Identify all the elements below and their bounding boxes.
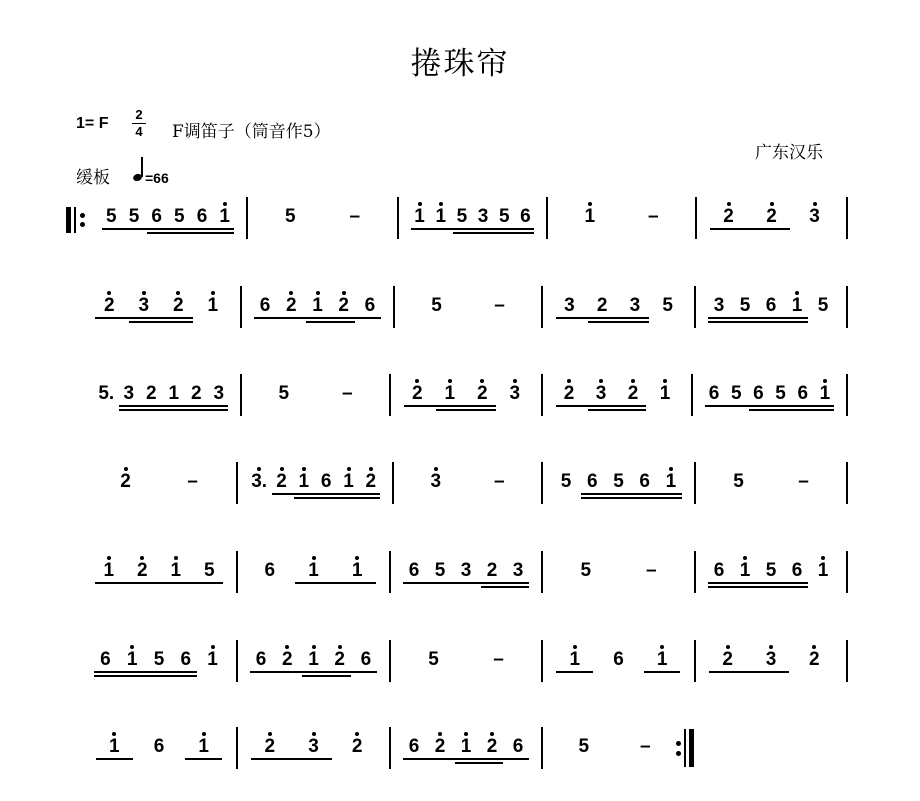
dash-note: – bbox=[341, 383, 353, 404]
note: 3 bbox=[512, 560, 524, 581]
note: 2 bbox=[563, 383, 575, 404]
high-octave-dot bbox=[268, 732, 272, 736]
note: 5 bbox=[203, 560, 215, 581]
repeat-end-thin-bar bbox=[684, 729, 686, 767]
note: 5 bbox=[733, 471, 744, 492]
note: 2 bbox=[190, 383, 202, 404]
high-octave-dot bbox=[211, 291, 215, 295]
high-octave-dot bbox=[369, 467, 373, 471]
eighth-underline bbox=[705, 405, 834, 407]
barline bbox=[392, 462, 394, 504]
eighth-underline bbox=[556, 317, 649, 319]
high-octave-dot bbox=[439, 202, 443, 206]
barline bbox=[846, 374, 848, 416]
note: 6 bbox=[360, 649, 372, 670]
note: 1 bbox=[219, 206, 230, 227]
sixteenth-underline bbox=[455, 762, 503, 764]
eighth-underline bbox=[581, 493, 682, 495]
barline bbox=[694, 462, 696, 504]
high-octave-dot bbox=[770, 202, 774, 206]
eighth-underline bbox=[556, 405, 647, 407]
eighth-underline bbox=[185, 758, 223, 760]
high-octave-dot bbox=[660, 645, 664, 649]
note: 1 bbox=[343, 471, 354, 492]
barline bbox=[694, 640, 696, 682]
note: 2 bbox=[411, 383, 423, 404]
note: 5 bbox=[278, 383, 290, 404]
high-octave-dot bbox=[280, 467, 284, 471]
barline bbox=[691, 374, 693, 416]
repeat-start-dot bbox=[80, 213, 85, 218]
note: 6 bbox=[259, 295, 271, 316]
high-octave-dot bbox=[631, 379, 635, 383]
note: 5 bbox=[739, 295, 751, 316]
high-octave-dot bbox=[434, 467, 438, 471]
note: 5 bbox=[730, 383, 742, 404]
high-octave-dot bbox=[490, 732, 494, 736]
dash-note: – bbox=[493, 471, 505, 492]
eighth-underline bbox=[403, 758, 529, 760]
note: 1 bbox=[126, 649, 138, 670]
note: 5 bbox=[498, 206, 510, 227]
note: 1 bbox=[109, 736, 120, 757]
eighth-underline bbox=[250, 671, 377, 673]
high-octave-dot bbox=[599, 379, 603, 383]
barline bbox=[246, 197, 248, 239]
note: 6 bbox=[520, 206, 531, 227]
note: 6 bbox=[753, 383, 764, 404]
note: 3 bbox=[213, 383, 225, 404]
note: 3 bbox=[595, 383, 607, 404]
eighth-underline bbox=[95, 317, 193, 319]
dash-note: – bbox=[494, 295, 505, 316]
note: 1 bbox=[414, 206, 425, 227]
note: 2 bbox=[351, 736, 363, 757]
note: 2 bbox=[434, 736, 446, 757]
note: 6 bbox=[255, 649, 267, 670]
note: 3 bbox=[629, 295, 641, 316]
eighth-underline bbox=[556, 671, 593, 673]
high-octave-dot bbox=[573, 645, 577, 649]
note: 5 bbox=[613, 471, 624, 492]
note: 6 bbox=[264, 560, 276, 581]
note: 6 bbox=[153, 736, 165, 757]
note: 2 bbox=[723, 206, 734, 227]
note: 3 bbox=[460, 560, 472, 581]
note: 6 bbox=[639, 471, 650, 492]
note: 2 bbox=[338, 295, 349, 316]
high-octave-dot bbox=[813, 202, 817, 206]
note: 1 bbox=[817, 560, 829, 581]
high-octave-dot bbox=[342, 291, 346, 295]
note: 1 bbox=[569, 649, 581, 670]
note: 1 bbox=[739, 560, 751, 581]
note: 5. bbox=[98, 383, 115, 404]
note: 5 bbox=[560, 471, 572, 492]
eighth-underline bbox=[119, 405, 228, 407]
note: 5 bbox=[431, 295, 442, 316]
note: 6 bbox=[708, 383, 720, 404]
high-octave-dot bbox=[669, 467, 673, 471]
eighth-underline bbox=[272, 493, 380, 495]
high-octave-dot bbox=[727, 202, 731, 206]
note: 1 bbox=[656, 649, 668, 670]
sixteenth-underline bbox=[749, 409, 834, 411]
note: 2 bbox=[136, 560, 148, 581]
note: 3 bbox=[765, 649, 777, 670]
note: 1 bbox=[351, 560, 363, 581]
high-octave-dot bbox=[812, 645, 816, 649]
note: 2 bbox=[627, 383, 639, 404]
note: 3. bbox=[251, 471, 268, 492]
high-octave-dot bbox=[107, 291, 111, 295]
note: 5 bbox=[428, 649, 439, 670]
dash-note: – bbox=[639, 736, 651, 757]
high-octave-dot bbox=[223, 202, 227, 206]
note: 6 bbox=[613, 649, 624, 670]
note: 5 bbox=[662, 295, 673, 316]
note: 1 bbox=[312, 295, 323, 316]
high-octave-dot bbox=[312, 556, 316, 560]
repeat-end-dot bbox=[676, 751, 681, 756]
eighth-underline bbox=[708, 317, 808, 319]
note: 5 bbox=[765, 560, 777, 581]
note: 5 bbox=[580, 560, 592, 581]
barline bbox=[546, 197, 548, 239]
barline bbox=[389, 374, 391, 416]
high-octave-dot bbox=[112, 732, 116, 736]
barline bbox=[541, 727, 543, 769]
high-octave-dot bbox=[588, 202, 592, 206]
note: 2 bbox=[264, 736, 276, 757]
high-octave-dot bbox=[312, 732, 316, 736]
high-octave-dot bbox=[174, 556, 178, 560]
note: 2 bbox=[476, 383, 488, 404]
note: 1 bbox=[665, 471, 677, 492]
high-octave-dot bbox=[347, 467, 351, 471]
barline bbox=[541, 551, 543, 593]
sixteenth-underline bbox=[119, 409, 228, 411]
barline bbox=[389, 727, 391, 769]
key-text: 1= F bbox=[76, 115, 109, 132]
eighth-underline bbox=[404, 405, 496, 407]
note: 6 bbox=[765, 295, 777, 316]
note: 1 bbox=[584, 206, 596, 227]
note: 1 bbox=[298, 471, 310, 492]
note: 1 bbox=[659, 383, 671, 404]
note: 5 bbox=[434, 560, 446, 581]
repeat-start-dot bbox=[80, 222, 85, 227]
high-octave-dot bbox=[769, 645, 773, 649]
high-octave-dot bbox=[289, 291, 293, 295]
barline bbox=[541, 286, 543, 328]
flute-instruction: F调笛子（筒音作5） bbox=[172, 122, 331, 142]
dash-note: – bbox=[645, 560, 657, 581]
note: 3 bbox=[430, 471, 442, 492]
barline bbox=[389, 551, 391, 593]
barline bbox=[389, 640, 391, 682]
note: 2 bbox=[722, 649, 733, 670]
note: 6 bbox=[512, 736, 524, 757]
note: 2 bbox=[809, 649, 820, 670]
note: 1 bbox=[168, 383, 180, 404]
high-octave-dot bbox=[355, 556, 359, 560]
barline bbox=[240, 286, 242, 328]
note: 3 bbox=[123, 383, 135, 404]
high-octave-dot bbox=[415, 379, 419, 383]
barline bbox=[397, 197, 399, 239]
note: 5 bbox=[174, 206, 185, 227]
note: 2 bbox=[766, 206, 777, 227]
note: 2 bbox=[286, 295, 297, 316]
note: 1 bbox=[444, 383, 456, 404]
high-octave-dot bbox=[140, 556, 144, 560]
note: 6 bbox=[151, 206, 162, 227]
eighth-underline bbox=[96, 758, 134, 760]
high-octave-dot bbox=[438, 732, 442, 736]
high-octave-dot bbox=[795, 291, 799, 295]
high-octave-dot bbox=[130, 645, 134, 649]
barline bbox=[846, 197, 848, 239]
note: 2 bbox=[145, 383, 157, 404]
origin-label: 广东汉乐 bbox=[755, 143, 823, 163]
sixteenth-underline bbox=[129, 321, 192, 323]
note: 3 bbox=[138, 295, 150, 316]
note: 6 bbox=[180, 649, 192, 670]
barline bbox=[541, 374, 543, 416]
note: 6 bbox=[196, 206, 208, 227]
repeat-start-thick-bar bbox=[66, 207, 71, 233]
note: 6 bbox=[100, 649, 111, 670]
eighth-underline bbox=[644, 671, 681, 673]
eighth-underline bbox=[295, 582, 375, 584]
high-octave-dot bbox=[312, 645, 316, 649]
note: 5 bbox=[578, 736, 590, 757]
page-title: 捲珠帘 bbox=[410, 46, 510, 82]
note: 6 bbox=[791, 560, 803, 581]
note: 1 bbox=[207, 649, 218, 670]
sixteenth-underline bbox=[581, 497, 682, 499]
high-octave-dot bbox=[743, 556, 747, 560]
barline bbox=[393, 286, 395, 328]
high-octave-dot bbox=[302, 467, 306, 471]
time-sig-top: 2 bbox=[135, 107, 143, 122]
note: 2 bbox=[365, 471, 377, 492]
dash-note: – bbox=[187, 471, 198, 492]
barline bbox=[846, 640, 848, 682]
high-octave-dot bbox=[464, 732, 468, 736]
note: 3 bbox=[809, 206, 820, 227]
high-octave-dot bbox=[316, 291, 320, 295]
note: 2 bbox=[486, 560, 498, 581]
note: 3 bbox=[509, 383, 521, 404]
sixteenth-underline bbox=[453, 232, 534, 234]
high-octave-dot bbox=[355, 732, 359, 736]
eighth-underline bbox=[709, 671, 789, 673]
note: 2 bbox=[282, 649, 293, 670]
eighth-underline bbox=[403, 582, 529, 584]
high-octave-dot bbox=[513, 379, 517, 383]
note: 6 bbox=[320, 471, 332, 492]
eighth-underline bbox=[95, 582, 224, 584]
note: 3 bbox=[308, 736, 319, 757]
note: 1 bbox=[435, 206, 447, 227]
barline bbox=[240, 374, 242, 416]
eighth-underline bbox=[102, 228, 234, 230]
high-octave-dot bbox=[285, 645, 289, 649]
note: 2 bbox=[334, 649, 345, 670]
note: 6 bbox=[713, 560, 725, 581]
high-octave-dot bbox=[338, 645, 342, 649]
sixteenth-underline bbox=[588, 321, 648, 323]
barline bbox=[236, 640, 238, 682]
barline bbox=[236, 462, 238, 504]
note: 1 bbox=[207, 295, 219, 316]
note: 1 bbox=[308, 649, 319, 670]
note: 1 bbox=[791, 295, 803, 316]
eighth-underline bbox=[411, 228, 535, 230]
high-octave-dot bbox=[663, 379, 667, 383]
note: 5 bbox=[106, 206, 117, 227]
dash-note: – bbox=[798, 471, 809, 492]
barline bbox=[541, 462, 543, 504]
high-octave-dot bbox=[124, 467, 128, 471]
speed-label: 缓板 bbox=[76, 168, 110, 188]
high-octave-dot bbox=[211, 645, 215, 649]
sixteenth-underline bbox=[481, 586, 529, 588]
barline bbox=[846, 551, 848, 593]
note: 6 bbox=[587, 471, 598, 492]
high-octave-dot bbox=[823, 379, 827, 383]
sixteenth-underline bbox=[306, 321, 354, 323]
barline bbox=[695, 197, 697, 239]
time-sig-bottom: 4 bbox=[135, 124, 143, 139]
high-octave-dot bbox=[726, 645, 730, 649]
note: 6 bbox=[408, 736, 420, 757]
barline bbox=[846, 462, 848, 504]
repeat-end-thick-bar bbox=[689, 729, 694, 767]
sixteenth-underline bbox=[147, 232, 234, 234]
high-octave-dot bbox=[567, 379, 571, 383]
note: 2 bbox=[276, 471, 287, 492]
eighth-underline bbox=[254, 317, 381, 319]
note: 1 bbox=[198, 736, 209, 757]
note: 1 bbox=[819, 383, 831, 404]
note: 2 bbox=[103, 295, 115, 316]
high-octave-dot bbox=[821, 556, 825, 560]
note: 1 bbox=[460, 736, 472, 757]
note: 6 bbox=[408, 560, 420, 581]
barline bbox=[694, 551, 696, 593]
note: 5 bbox=[775, 383, 786, 404]
high-octave-dot bbox=[142, 291, 146, 295]
barline bbox=[541, 640, 543, 682]
note: 1 bbox=[103, 560, 115, 581]
barline bbox=[846, 286, 848, 328]
sixteenth-underline bbox=[708, 321, 808, 323]
note: 6 bbox=[797, 383, 809, 404]
sixteenth-underline bbox=[94, 675, 197, 677]
eighth-underline bbox=[94, 671, 197, 673]
note: 5 bbox=[817, 295, 829, 316]
dash-note: – bbox=[349, 206, 361, 227]
tempo-value: =66 bbox=[145, 170, 169, 186]
barline bbox=[694, 286, 696, 328]
high-octave-dot bbox=[448, 379, 452, 383]
note: 3 bbox=[477, 206, 489, 227]
high-octave-dot bbox=[176, 291, 180, 295]
high-octave-dot bbox=[257, 467, 261, 471]
note: 5 bbox=[153, 649, 165, 670]
barline bbox=[236, 727, 238, 769]
eighth-underline bbox=[708, 582, 808, 584]
dash-note: – bbox=[647, 206, 659, 227]
sixteenth-underline bbox=[436, 409, 496, 411]
note: 3 bbox=[713, 295, 725, 316]
note: 2 bbox=[120, 471, 131, 492]
repeat-end-dot bbox=[676, 741, 681, 746]
note: 5 bbox=[284, 206, 296, 227]
note: 1 bbox=[308, 560, 319, 581]
note: 1 bbox=[170, 560, 182, 581]
sixteenth-underline bbox=[708, 586, 808, 588]
note: 3 bbox=[564, 295, 575, 316]
eighth-underline bbox=[251, 758, 331, 760]
high-octave-dot bbox=[480, 379, 484, 383]
repeat-start-thin-bar bbox=[74, 207, 76, 233]
sixteenth-underline bbox=[588, 409, 647, 411]
note: 2 bbox=[486, 736, 498, 757]
high-octave-dot bbox=[202, 732, 206, 736]
dash-note: – bbox=[493, 649, 504, 670]
note: 2 bbox=[596, 295, 608, 316]
high-octave-dot bbox=[107, 556, 111, 560]
note: 2 bbox=[172, 295, 184, 316]
eighth-underline bbox=[710, 228, 789, 230]
note: 5 bbox=[128, 206, 140, 227]
note: 6 bbox=[364, 295, 376, 316]
note: 5 bbox=[456, 206, 468, 227]
sixteenth-underline bbox=[294, 497, 380, 499]
sixteenth-underline bbox=[302, 675, 350, 677]
high-octave-dot bbox=[418, 202, 422, 206]
barline bbox=[236, 551, 238, 593]
